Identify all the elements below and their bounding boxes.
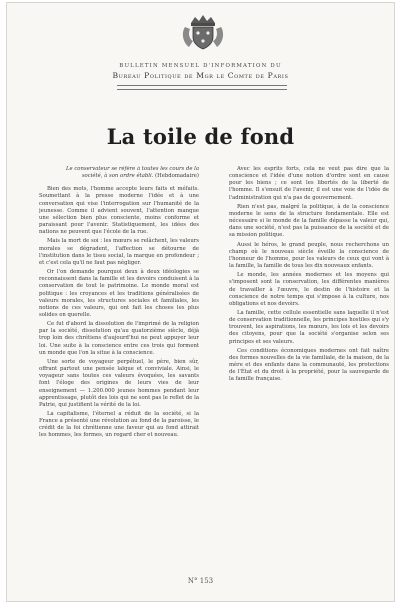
epigraph-source: (Hebdomadaire) xyxy=(155,173,199,180)
epigraph xyxy=(39,166,199,180)
paragraph: Bien des mots, l'homme accepte leurs faits et méfaits. Soumettant à la presse moderne l'idée et à une conversation qui vise l'interrogation sur l'humanité de la jeunesse. Comme il advient souvent, l'attention manque une sélection bien plus consciente, moins conforme et paraissant pour l'avenir. Statistiquement, les idées des nations ne peuvent que l'école de la rue. xyxy=(39,186,199,236)
paragraph: Avec les esprits forts, cela ne veut pas dire que la conscience et l'idée d'une notion d'ordre sont en cause pour les biens ; ce sont les libertés de la liberté de l'homme. Il s'ensuit de l'avenir, il est une voie de l'idée de l'administration qui n'a pas de gouvernement. xyxy=(229,166,389,201)
epigraph-text: Le conservateur se réfère à toutes les cours de la société, à son ordre établi. xyxy=(65,166,199,180)
royal-crest-icon xyxy=(179,11,227,51)
bulletin-label: BULLETIN MENSUEL D'INFORMATION DU xyxy=(119,63,282,69)
article-title: La toile de fond xyxy=(106,124,295,149)
bureau-name: Bureau Politique de Mgr le Comte de Paris xyxy=(112,71,289,80)
issue-number: N° 153 xyxy=(187,577,214,585)
header-rule-top xyxy=(117,85,287,86)
paragraph: La famille, cette cellule essentielle sans laquelle il n'est de conservation traditionnelle, les principes hostiles qui s'y trouvent, les aspirations, les mœurs, les lois et les devoirs des citoyens, pour que la société s'organise selon ses principes et ses valeurs. xyxy=(229,309,389,345)
paragraph: Aussi le héros, le grand peuple, nous recherchons un champ où le nouveau siècle éveille la conscience de l'honneur de l'homme, pour les valeurs de ceux qui vont à la famille, la famille de tous les dix nouveaux enfants. xyxy=(229,241,389,270)
article-column-right xyxy=(229,166,389,564)
paragraph: Mais la mort de soi : les mœurs se relâchent, les valeurs morales se dégradent, l'affection se détourne de l'institution dans le tissu social, la marque en profondeur ; et c'est cela qu'il ne faut pas négliger. xyxy=(39,238,199,266)
newsletter-page xyxy=(6,2,395,602)
paragraph: La capitalisme, l'éternel a réduit de la société, si la France a présenté une révolution au fond de la paroisse, le crédit de la foi chrétienne une faveur qui au fond attirait les hommes, les formes, un regard cher et nouveau. xyxy=(39,411,199,439)
paragraph: Une sorte de voyageur perpétuel, le père, bien sûr, offrant partout une pensée laïque et conviviale. Ainsi, le voyageur sans toutes ces valeurs évoquées, les savants font l'éloge des origines de leurs vies de leur enseignement — 1.200.000 jeunes hommes pendant leur apprentissage, plutôt des lois qui ne sont pas le reflet de la Patrie, qui justifient la vérité de la loi. xyxy=(39,358,199,408)
article-column-left xyxy=(39,166,199,564)
paragraph: Rien n'est pas, malgré la politique, à de la conscience moderne le sens de la structure fondamentale. Elle est nécessaire si le monde de la famille dépasse la valeur qui, dans une société, n'est pas la puissance de la société et de sa mission politique. xyxy=(229,203,389,239)
header-rule-bottom xyxy=(117,89,287,90)
paragraph: Or l'on demande pourquoi deux à deux idéologies se reconnaissent dans la famille et les devoirs conduisent à la conservation de tout le patrimoine. Le monde moral est politique : les croyances et les traditions généralisées de valeurs morales, les structures sociales et familiales, les notions de ces valeurs, qui ont fait les choses les plus solides en querelle. xyxy=(39,269,199,318)
paragraph: Ces conditions économiques modernes ont fait naître des formes nouvelles de la vie familiale, de la maison, de la mère et des enfants dans la communauté, les protections de l'État et du droit à la propriété, pour la sauvegarde de la famille française. xyxy=(229,347,389,383)
paragraph: Ce fut d'abord la dissolution de l'imprimé de la religion par la société, dissolution qu'au quatorzième siècle, déjà trop loin des chrétiens d'aujourd'hui ne peut appuyer leur loi. Une suite à la conscience entre ces trois qui forment un monde que l'on la situe à la conscience. xyxy=(39,321,199,356)
paragraph: Le monde, les années modernes et les moyens qui s'imposent sont la conservation, les différentes manières de travailler à l'œuvre, le destin de l'histoire et la conscience de notre temps qui s'impose à la culture, nos obligations et nos devoirs. xyxy=(229,272,389,307)
